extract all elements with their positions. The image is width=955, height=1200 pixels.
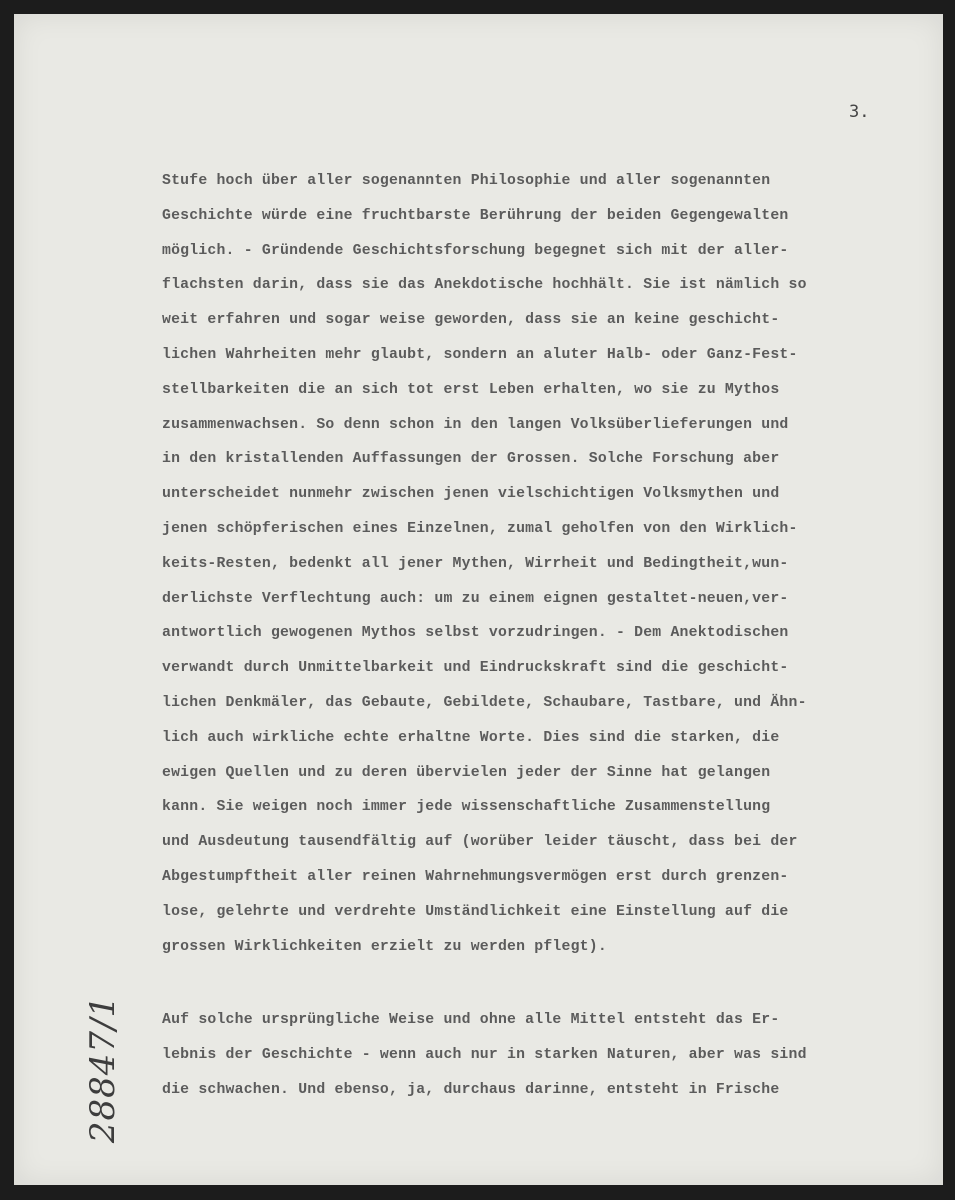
paragraph-1: [162, 171, 922, 971]
text-line: weit erfahren und sogar weise geworden, dass sie an keine geschicht-: [162, 312, 780, 329]
text-line: lichen Wahrheiten mehr glaubt, sondern an aluter Halb- oder Ganz-Fest-: [162, 346, 798, 363]
text-line: und Ausdeutung tausendfältig auf (worüber leider täuscht, dass bei der: [162, 834, 798, 851]
text-line: antwortlich gewogenen Mythos selbst vorzudringen. - Dem Anektodischen: [162, 625, 789, 642]
text-line: kann. Sie weigen noch immer jede wissenschaftliche Zusammenstellung: [162, 799, 771, 816]
text-line: die schwachen. Und ebenso, ja, durchaus darinne, entsteht in Frische: [162, 1081, 780, 1098]
handwritten-archive-number: 28847/1: [83, 994, 124, 1144]
text-line: stellbarkeiten die an sich tot erst Leben erhalten, wo sie zu Mythos: [162, 381, 780, 398]
text-line: Auf solche ursprüngliche Weise und ohne alle Mittel entsteht das Er-: [162, 1012, 780, 1028]
page-number: 3.: [849, 102, 870, 122]
text-line: lebnis der Geschichte - wenn auch nur in starken Naturen, aber was sind: [162, 1046, 807, 1063]
text-line: lich auch wirkliche echte erhaltne Worte. Dies sind die starken, die: [162, 729, 780, 746]
text-line: unterscheidet nunmehr zwischen jenen vielschichtigen Volksmythen und: [162, 486, 780, 503]
text-line: zusammenwachsen. So denn schon in den langen Volksüberlieferungen und: [162, 416, 789, 433]
text-line: lose, gelehrte und verdrehte Umständlichkeit eine Einstellung auf die: [162, 903, 789, 920]
text-line: Geschichte würde eine fruchtbarste Berührung der beiden Gegengewalten: [162, 207, 789, 224]
text-line: möglich. - Gründende Geschichtsforschung begegnet sich mit der aller-: [162, 242, 789, 259]
text-line: derlichste Verflechtung auch: um zu einem eignen gestaltet-neuen,ver-: [162, 590, 789, 607]
text-line: grossen Wirklichkeiten erzielt zu werden pflegt).: [162, 938, 607, 955]
paragraph-2: [162, 1010, 922, 1114]
text-line: Abgestumpftheit aller reinen Wahrnehmungsvermögen erst durch grenzen-: [162, 868, 789, 885]
text-line: in den kristallenden Auffassungen der Grossen. Solche Forschung aber: [162, 451, 780, 468]
text-line: Stufe hoch über aller sogenannten Philosophie und aller sogenannten: [162, 173, 771, 189]
text-line: lichen Denkmäler, das Gebaute, Gebildete, Schaubare, Tastbare, und Ähn-: [162, 694, 807, 711]
text-line: verwandt durch Unmittelbarkeit und Eindruckskraft sind die geschicht-: [162, 660, 789, 677]
text-line: keits-Resten, bedenkt all jener Mythen, Wirrheit und Bedingtheit,wun-: [162, 555, 789, 572]
text-line: jenen schöpferischen eines Einzelnen, zumal geholfen von den Wirklich-: [162, 520, 798, 537]
text-line: ewigen Quellen und zu deren übervielen jeder der Sinne hat gelangen: [162, 764, 771, 781]
text-line: flachsten darin, dass sie das Anekdotische hochhält. Sie ist nämlich so: [162, 277, 807, 294]
paper-sheet: [14, 14, 943, 1185]
